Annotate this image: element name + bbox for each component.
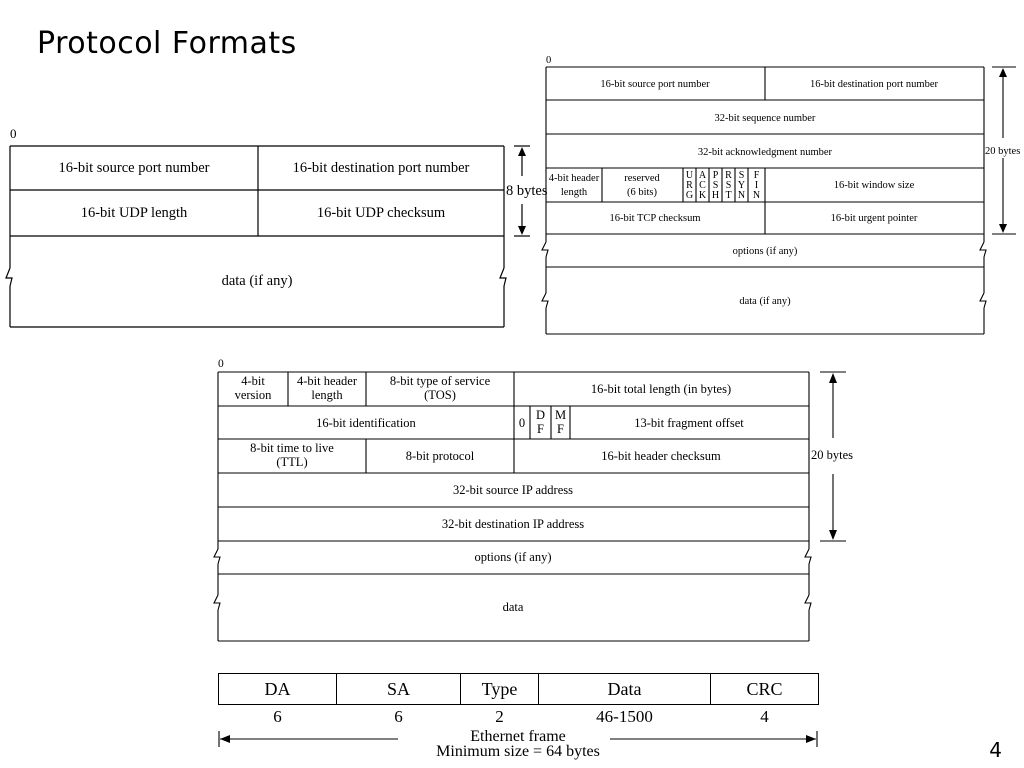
ip-options: options (if any)	[474, 550, 552, 564]
tcp-source-port: 16-bit source port number	[600, 79, 710, 90]
tcp-header-length-line1: 4-bit header	[548, 173, 600, 184]
tcp-flag-fin-2: I	[754, 180, 759, 191]
tcp-flag-rst-3: T	[725, 190, 732, 201]
ip-mf-flag-1: M	[554, 408, 567, 422]
tcp-flag-psh-3: H	[711, 190, 720, 201]
eth-field-da: DA	[219, 674, 337, 705]
eth-size-data: 46-1500	[596, 707, 653, 726]
ip-header-checksum: 16-bit header checksum	[601, 449, 721, 463]
tcp-flag-urg-2: R	[686, 180, 693, 191]
ip-tos-line2: (TOS)	[424, 388, 456, 402]
ethernet-min-size: Minimum size = 64 bytes	[436, 743, 600, 760]
tcp-size-label: 20 bytes	[985, 146, 1021, 157]
tcp-flag-rst-2: S	[725, 180, 732, 191]
udp-checksum: 16-bit UDP checksum	[316, 205, 446, 221]
eth-size-crc: 4	[760, 707, 769, 726]
tcp-flag-urg-1: U	[685, 170, 694, 181]
ip-bit-0: 0	[218, 358, 224, 370]
ip-header-length-line1: 4-bit header	[296, 374, 358, 388]
eth-size-sa: 6	[394, 707, 403, 726]
udp-bit-0: 0	[10, 126, 17, 141]
ip-identification: 16-bit identification	[316, 416, 416, 430]
ip-data: data	[502, 600, 524, 614]
udp-data: data (if any)	[221, 273, 293, 289]
tcp-flag-ack-2: C	[699, 180, 706, 191]
tcp-flag-syn-1: S	[738, 170, 745, 181]
ip-header-length-line2: length	[311, 388, 343, 402]
ip-source-address: 32-bit source IP address	[453, 483, 573, 497]
tcp-flag-psh-1: P	[712, 170, 719, 181]
tcp-flag-psh-2: S	[712, 180, 719, 191]
tcp-options: options (if any)	[732, 246, 798, 257]
ip-destination-address: 32-bit destination IP address	[441, 517, 585, 531]
ip-df-flag-2: F	[537, 422, 544, 436]
tcp-window-size: 16-bit window size	[833, 180, 915, 191]
tcp-flag-rst-1: R	[725, 170, 732, 181]
ethernet-frame	[218, 673, 818, 763]
tcp-flag-urg-3: G	[685, 190, 694, 201]
tcp-sequence-number: 32-bit sequence number	[714, 113, 816, 124]
tcp-header-length-line2: length	[560, 187, 588, 198]
ip-header-diagram	[210, 352, 870, 647]
ip-protocol: 8-bit protocol	[405, 449, 475, 463]
ip-mf-flag-2: F	[557, 422, 564, 436]
udp-length: 16-bit UDP length	[80, 205, 188, 221]
ip-version-line2: version	[234, 388, 272, 402]
tcp-flags	[686, 170, 760, 201]
tcp-bit-0: 0	[546, 55, 552, 66]
ethernet-frame-table	[218, 673, 819, 729]
ip-version-line1: 4-bit	[241, 374, 265, 388]
eth-field-sa: SA	[337, 674, 461, 705]
eth-field-type: Type	[461, 674, 539, 705]
tcp-reserved-line1: reserved	[624, 173, 660, 184]
tcp-flag-ack-1: A	[698, 170, 707, 181]
tcp-checksum: 16-bit TCP checksum	[609, 213, 701, 224]
tcp-flag-syn-2: Y	[737, 180, 746, 191]
ip-ttl-line2: (TTL)	[276, 455, 308, 469]
slide-number: 4	[989, 738, 1002, 762]
tcp-flag-syn-3: N	[737, 190, 746, 201]
ip-tos-line1: 8-bit type of service	[389, 374, 491, 388]
udp-size-label: 8 bytes	[506, 183, 548, 199]
tcp-data: data (if any)	[739, 296, 791, 307]
tcp-ack-number: 32-bit acknowledgment number	[697, 147, 833, 158]
tcp-destination-port: 16-bit destination port number	[809, 79, 939, 90]
udp-header-diagram	[0, 120, 548, 335]
eth-field-data: Data	[539, 674, 711, 705]
ip-reserved-zero: 0	[518, 416, 526, 430]
eth-field-crc: CRC	[711, 674, 819, 705]
tcp-flag-fin-1: F	[753, 170, 760, 181]
udp-destination-port: 16-bit destination port number	[292, 160, 470, 176]
eth-size-da: 6	[273, 707, 282, 726]
tcp-header-diagram	[538, 50, 1024, 340]
eth-size-type: 2	[495, 707, 504, 726]
ethernet-caption: Ethernet frame	[470, 728, 566, 745]
tcp-flag-fin-3: N	[752, 190, 761, 201]
tcp-flag-ack-3: K	[698, 190, 707, 201]
ip-size-label: 20 bytes	[811, 448, 854, 462]
tcp-urgent-pointer: 16-bit urgent pointer	[830, 213, 918, 224]
ip-ttl-line1: 8-bit time to live	[250, 441, 334, 455]
udp-source-port: 16-bit source port number	[58, 160, 210, 176]
ip-fragment-offset: 13-bit fragment offset	[634, 416, 744, 430]
tcp-reserved-line2: (6 bits)	[626, 187, 658, 198]
slide-title: Protocol Formats	[37, 26, 297, 61]
ip-total-length: 16-bit total length (in bytes)	[590, 382, 732, 396]
ip-df-flag-1: D	[535, 408, 546, 422]
